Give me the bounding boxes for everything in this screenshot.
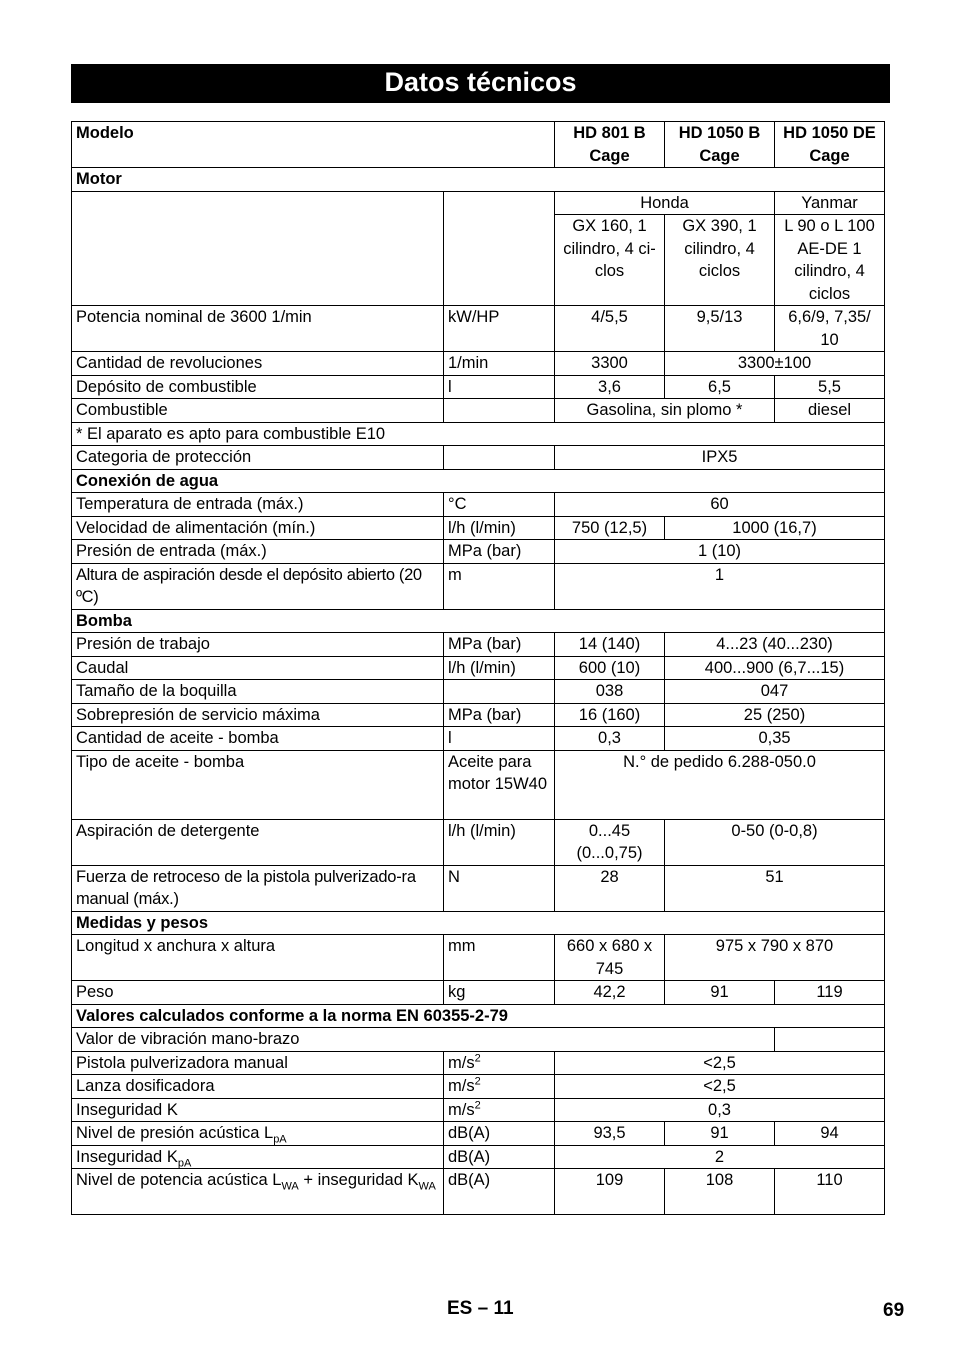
table-row: Potencia nominal de 3600 1/min kW/HP 4/5,5 9,5/13 6,6/9, 7,35/ 10 [72, 306, 885, 352]
table-row: Tipo de aceite - bomba Aceite para motor 15W40 N.° de pedido 6.288-050.0 [72, 750, 885, 819]
section-motor: Motor [72, 168, 885, 192]
section-bomba: Bomba [72, 609, 885, 633]
table-row: Categoria de protección IPX5 [72, 446, 885, 470]
table-row: Cantidad de revoluciones 1/min 3300 3300±100 [72, 352, 885, 376]
table-row: Fuerza de retroceso de la pistola pulverizado-ra manual (máx.) N 28 51 [72, 865, 885, 911]
section-agua: Conexión de agua [72, 469, 885, 493]
table-row: Presión de trabajo MPa (bar) 14 (140) 4...23 (40...230) [72, 633, 885, 657]
section-row [72, 609, 885, 633]
footer-section-label: ES – 11 [447, 1298, 514, 1319]
table-row: Sobrepresión de servicio máxima MPa (bar) 16 (160) 25 (250) [72, 703, 885, 727]
footer-page-number: 69 [883, 1300, 905, 1321]
fuel-note: * El aparato es apto para combustible E10 [72, 422, 885, 446]
brand-honda: Honda [555, 191, 775, 215]
table-row: Inseguridad $K_{pA}$ dB(A) 2 [72, 1145, 885, 1169]
engine-3: L 90 o L 100 AE-DE 1 cilindro, 4 ciclos [775, 215, 885, 306]
table-row: Aspiración de detergente l/h (l/min) 0...45 (0...0,75) 0-50 (0-0,8) [72, 819, 885, 865]
table-row: Cantidad de aceite - bomba l 0,3 0,35 [72, 727, 885, 751]
header-model-3: HD 1050 DE Cage [775, 122, 885, 168]
table-row: Temperatura de entrada (máx.) °C 60 [72, 493, 885, 517]
table-row [72, 191, 885, 215]
table-row: Valor de vibración mano-brazo [72, 1028, 885, 1052]
section-valores: Valores calculados conforme a la norma EN 60355-2-79 [72, 1004, 885, 1028]
table-row: Nivel de potencia acústica $L_{WA}$ + inseguridad $K_{WA}$ dB(A) 109 108 110 [72, 1169, 885, 1215]
table-row: Inseguridad K $m/s^2$ 0,3 [72, 1098, 885, 1122]
engine-2: GX 390, 1 cilindro, 4 ciclos [665, 215, 775, 306]
table-row: Altura de aspiración desde el depósito abierto (20 ºC) m 1 [72, 563, 885, 609]
table-row [72, 422, 885, 446]
engine-1: GX 160, 1 cilindro, 4 ci-clos [555, 215, 665, 306]
table-row: Nivel de presión acústica $L_{pA}$ dB(A) 93,5 91 94 [72, 1122, 885, 1146]
table-row: Caudal l/h (l/min) 600 (10) 400...900 (6,7...15) [72, 656, 885, 680]
table-row: Tamaño de la boquilla 038 047 [72, 680, 885, 704]
table-row: Pistola pulverizadora manual $m/s^2$ <2,5 [72, 1051, 885, 1075]
section-row [72, 911, 885, 935]
table-row: Presión de entrada (máx.) MPa (bar) 1 (10) [72, 540, 885, 564]
header-model-1: HD 801 B Cage [555, 122, 665, 168]
header-model-2: HD 1050 B Cage [665, 122, 775, 168]
section-row [72, 1004, 885, 1028]
table-row: Longitud x anchura x altura mm 660 x 680 x 745 975 x 790 x 870 [72, 935, 885, 981]
header-modelo: Modelo [72, 122, 555, 168]
table-row: Combustible Gasolina, sin plomo * diesel [72, 399, 885, 423]
section-medidas: Medidas y pesos [72, 911, 885, 935]
table-row: Peso kg 42,2 91 119 [72, 981, 885, 1005]
table-row: Lanza dosificadora $m/s^2$ <2,5 [72, 1075, 885, 1099]
brand-yanmar: Yanmar [775, 191, 885, 215]
header-row [72, 122, 885, 168]
section-row [72, 168, 885, 192]
table-row: Depósito de combustible l 3,6 6,5 5,5 [72, 375, 885, 399]
table-row: Velocidad de alimentación (mín.) l/h (l/min) 750 (12,5) 1000 (16,7) [72, 516, 885, 540]
page-title: Datos técnicos [71, 64, 890, 103]
spec-table [71, 121, 885, 1215]
section-row [72, 469, 885, 493]
